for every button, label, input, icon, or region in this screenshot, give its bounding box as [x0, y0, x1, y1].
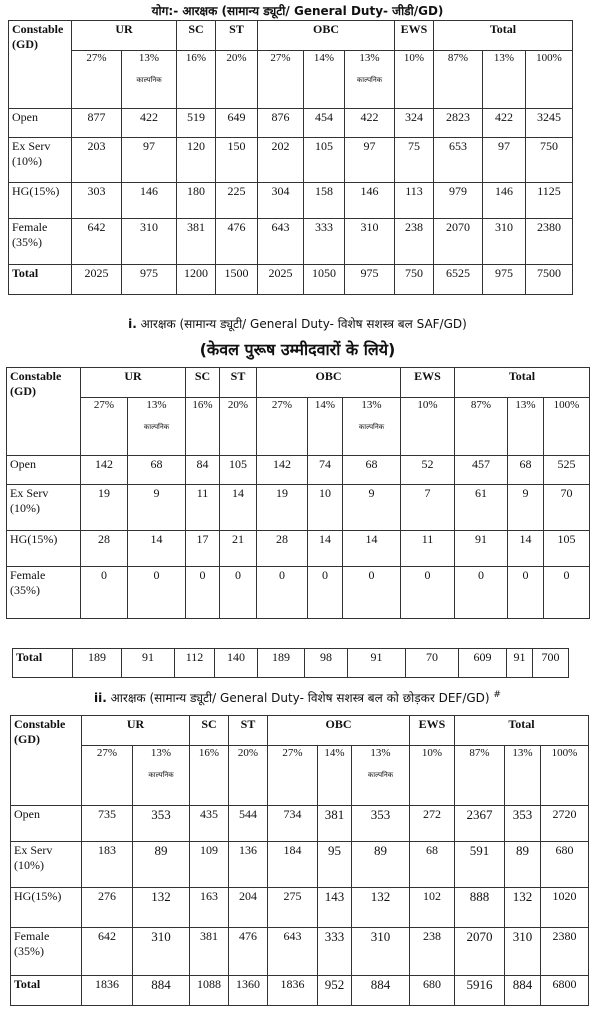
value-cell: 0 — [401, 567, 455, 619]
value-cell: 888 — [455, 888, 505, 928]
pct-cell: 16% — [177, 51, 216, 109]
value-cell: 91 — [507, 649, 533, 678]
value-cell: 68 — [343, 456, 401, 485]
value-cell: 89 — [133, 842, 190, 888]
value-cell: 52 — [401, 456, 455, 485]
group-sc: SC — [186, 368, 220, 398]
row-label: HG(15%) — [11, 888, 82, 928]
value-cell: 353 — [505, 806, 541, 842]
value-cell: 2823 — [434, 109, 483, 138]
row-header-label: Constable (GD) — [11, 716, 82, 806]
value-cell: 310 — [505, 928, 541, 976]
row-label: Ex Serv (10%) — [11, 842, 82, 888]
value-cell: 120 — [177, 138, 216, 183]
value-cell: 2070 — [455, 928, 505, 976]
value-cell: 734 — [268, 806, 318, 842]
value-cell: 136 — [229, 842, 268, 888]
group-ews: EWS — [395, 21, 434, 51]
value-cell: 203 — [72, 138, 122, 183]
value-cell: 353 — [352, 806, 410, 842]
value-cell: 6525 — [434, 265, 483, 295]
value-cell: 750 — [395, 265, 434, 295]
value-cell: 0 — [186, 567, 220, 619]
group-obc: OBC — [258, 21, 395, 51]
group-ur: UR — [82, 716, 190, 746]
value-cell: 422 — [122, 109, 177, 138]
value-cell: 9 — [508, 485, 544, 531]
value-cell: 877 — [72, 109, 122, 138]
value-cell: 353 — [133, 806, 190, 842]
pct-cell: 14% — [308, 398, 343, 456]
value-cell: 303 — [72, 183, 122, 219]
value-cell: 272 — [410, 806, 455, 842]
value-cell: 0 — [308, 567, 343, 619]
value-cell: 238 — [410, 928, 455, 976]
value-cell: 591 — [455, 842, 505, 888]
value-cell: 143 — [318, 888, 352, 928]
table-row — [7, 531, 590, 567]
value-cell: 132 — [133, 888, 190, 928]
row-label: Female (35%) — [11, 928, 82, 976]
value-cell: 0 — [220, 567, 257, 619]
table-row — [9, 183, 573, 219]
value-cell: 643 — [268, 928, 318, 976]
notional-label: काल्पनिक — [367, 771, 394, 779]
value-cell: 61 — [455, 485, 508, 531]
value-cell: 132 — [352, 888, 410, 928]
pct-cell: 13% काल्पनिक — [343, 398, 401, 456]
value-cell: 519 — [177, 109, 216, 138]
value-cell: 97 — [345, 138, 395, 183]
value-cell: 333 — [318, 928, 352, 976]
value-cell: 28 — [81, 531, 128, 567]
table-row — [9, 138, 573, 183]
value-cell: 1500 — [216, 265, 258, 295]
value-cell: 1088 — [190, 976, 229, 1006]
value-cell: 1360 — [229, 976, 268, 1006]
value-cell: 98 — [305, 649, 348, 678]
table-row — [11, 928, 589, 976]
value-cell: 381 — [177, 219, 216, 265]
row-label: Open — [7, 456, 81, 485]
value-cell: 142 — [81, 456, 128, 485]
value-cell: 146 — [483, 183, 526, 219]
pct-cell: 100% — [541, 746, 589, 806]
value-cell: 884 — [505, 976, 541, 1006]
value-cell: 2380 — [526, 219, 573, 265]
pct-cell: 20% — [216, 51, 258, 109]
value-cell: 476 — [216, 219, 258, 265]
value-cell: 105 — [220, 456, 257, 485]
value-cell: 680 — [541, 842, 589, 888]
def-table — [10, 715, 589, 1006]
group-ur: UR — [72, 21, 177, 51]
value-cell: 202 — [258, 138, 304, 183]
notional-label: काल्पनिक — [143, 423, 170, 431]
value-cell: 653 — [434, 138, 483, 183]
row-label: Open — [9, 109, 72, 138]
table-row — [11, 806, 589, 842]
value-cell: 14 — [508, 531, 544, 567]
group-total: Total — [434, 21, 573, 51]
pct-cell: 10% — [401, 398, 455, 456]
total-row — [9, 265, 573, 295]
value-cell: 649 — [216, 109, 258, 138]
value-cell: 183 — [82, 842, 133, 888]
pct-cell: 27% — [257, 398, 308, 456]
value-cell: 68 — [128, 456, 186, 485]
value-cell: 102 — [410, 888, 455, 928]
value-cell: 10 — [308, 485, 343, 531]
value-cell: 0 — [455, 567, 508, 619]
value-cell: 112 — [175, 649, 215, 678]
value-cell: 9 — [343, 485, 401, 531]
value-cell: 304 — [258, 183, 304, 219]
value-cell: 189 — [73, 649, 122, 678]
value-cell: 1836 — [82, 976, 133, 1006]
value-cell: 276 — [82, 888, 133, 928]
table-row — [9, 219, 573, 265]
pct-cell: 27% — [72, 51, 122, 109]
value-cell: 0 — [128, 567, 186, 619]
value-cell: 238 — [395, 219, 434, 265]
row-label: Female (35%) — [7, 567, 81, 619]
value-cell: 310 — [133, 928, 190, 976]
pct-cell: 13% काल्पनिक — [128, 398, 186, 456]
value-cell: 975 — [345, 265, 395, 295]
value-cell: 204 — [229, 888, 268, 928]
value-cell: 68 — [410, 842, 455, 888]
value-cell: 642 — [82, 928, 133, 976]
value-cell: 2367 — [455, 806, 505, 842]
value-cell: 2070 — [434, 219, 483, 265]
value-cell: 95 — [318, 842, 352, 888]
group-ews: EWS — [401, 368, 455, 398]
value-cell: 680 — [410, 976, 455, 1006]
table-row — [7, 485, 590, 531]
value-cell: 142 — [257, 456, 308, 485]
pct-cell: 87% — [455, 398, 508, 456]
value-cell: 184 — [268, 842, 318, 888]
group-st: ST — [220, 368, 257, 398]
group-sc: SC — [190, 716, 229, 746]
pct-cell: 27% — [81, 398, 128, 456]
value-cell: 979 — [434, 183, 483, 219]
value-cell: 6800 — [541, 976, 589, 1006]
value-cell: 163 — [190, 888, 229, 928]
value-cell: 146 — [345, 183, 395, 219]
pct-cell: 13% काल्पनिक — [133, 746, 190, 806]
value-cell: 0 — [508, 567, 544, 619]
value-cell: 476 — [229, 928, 268, 976]
total-row — [13, 649, 569, 678]
pct-cell: 100% — [544, 398, 590, 456]
value-cell: 74 — [308, 456, 343, 485]
notional-label: काल्पनिक — [136, 76, 162, 84]
value-cell: 89 — [352, 842, 410, 888]
value-cell: 70 — [406, 649, 459, 678]
value-cell: 21 — [220, 531, 257, 567]
value-cell: 150 — [216, 138, 258, 183]
row-label: Total — [9, 265, 72, 295]
value-cell: 0 — [257, 567, 308, 619]
value-cell: 2025 — [258, 265, 304, 295]
value-cell: 1200 — [177, 265, 216, 295]
value-cell: 0 — [343, 567, 401, 619]
row-label: Total — [13, 649, 73, 678]
row-label: Total — [11, 976, 82, 1006]
value-cell: 91 — [348, 649, 406, 678]
value-cell: 11 — [401, 531, 455, 567]
value-cell: 884 — [352, 976, 410, 1006]
pct-cell: 27% — [82, 746, 133, 806]
group-st: ST — [216, 21, 258, 51]
row-label: Ex Serv (10%) — [9, 138, 72, 183]
value-cell: 700 — [533, 649, 569, 678]
value-cell: 19 — [257, 485, 308, 531]
value-cell: 180 — [177, 183, 216, 219]
section-i-title: i. आरक्षक (सामान्य ड्यूटी/ General Duty- विशेष सशस्त्र बल SAF/GD) — [128, 317, 467, 331]
value-cell: 14 — [220, 485, 257, 531]
value-cell: 14 — [128, 531, 186, 567]
table-row — [11, 842, 589, 888]
group-sc: SC — [177, 21, 216, 51]
saf-table — [6, 367, 590, 619]
value-cell: 525 — [544, 456, 590, 485]
value-cell: 310 — [345, 219, 395, 265]
group-total: Total — [455, 716, 589, 746]
saf-total-table — [12, 648, 569, 678]
value-cell: 97 — [122, 138, 177, 183]
total-row — [11, 976, 589, 1006]
value-cell: 11 — [186, 485, 220, 531]
value-cell: 3245 — [526, 109, 573, 138]
pct-cell: 16% — [190, 746, 229, 806]
pct-cell: 13% — [505, 746, 541, 806]
pct-cell: 20% — [229, 746, 268, 806]
value-cell: 2025 — [72, 265, 122, 295]
value-cell: 381 — [190, 928, 229, 976]
value-cell: 544 — [229, 806, 268, 842]
value-cell: 109 — [190, 842, 229, 888]
value-cell: 91 — [455, 531, 508, 567]
table-row — [7, 456, 590, 485]
value-cell: 1125 — [526, 183, 573, 219]
pct-cell: 27% — [258, 51, 304, 109]
pct-cell: 20% — [220, 398, 257, 456]
value-cell: 884 — [133, 976, 190, 1006]
value-cell: 9 — [128, 485, 186, 531]
value-cell: 70 — [544, 485, 590, 531]
section-i-subtitle: (केवल पुरूष उम्मीदवारों के लिये) — [199, 340, 396, 359]
value-cell: 89 — [505, 842, 541, 888]
value-cell: 189 — [258, 649, 305, 678]
value-cell: 28 — [257, 531, 308, 567]
value-cell: 324 — [395, 109, 434, 138]
value-cell: 750 — [526, 138, 573, 183]
value-cell: 1020 — [541, 888, 589, 928]
pct-cell: 10% — [395, 51, 434, 109]
row-header-label: Constable (GD) — [7, 368, 81, 456]
row-label: Open — [11, 806, 82, 842]
value-cell: 310 — [352, 928, 410, 976]
value-cell: 975 — [122, 265, 177, 295]
group-total: Total — [455, 368, 590, 398]
value-cell: 422 — [345, 109, 395, 138]
value-cell: 225 — [216, 183, 258, 219]
section-ii-title: ii. आरक्षक (सामान्य ड्यूटी/ General Duty- विशेष सशस्त्र बल को छोड़कर DEF/GD) # — [94, 690, 501, 705]
value-cell: 735 — [82, 806, 133, 842]
value-cell: 2720 — [541, 806, 589, 842]
value-cell: 105 — [544, 531, 590, 567]
value-cell: 333 — [304, 219, 345, 265]
group-ews: EWS — [410, 716, 455, 746]
value-cell: 435 — [190, 806, 229, 842]
value-cell: 7500 — [526, 265, 573, 295]
value-cell: 975 — [483, 265, 526, 295]
value-cell: 132 — [505, 888, 541, 928]
summary-table — [8, 20, 573, 295]
pct-cell: 13% काल्पनिक — [345, 51, 395, 109]
value-cell: 1836 — [268, 976, 318, 1006]
pct-cell: 87% — [434, 51, 483, 109]
row-label: HG(15%) — [7, 531, 81, 567]
value-cell: 140 — [215, 649, 258, 678]
value-cell: 952 — [318, 976, 352, 1006]
value-cell: 457 — [455, 456, 508, 485]
value-cell: 84 — [186, 456, 220, 485]
row-label: Ex Serv (10%) — [7, 485, 81, 531]
value-cell: 0 — [544, 567, 590, 619]
notional-label: काल्पनिक — [356, 76, 383, 84]
table-row — [11, 888, 589, 928]
value-cell: 105 — [304, 138, 345, 183]
value-cell: 643 — [258, 219, 304, 265]
pct-cell: 14% — [318, 746, 352, 806]
value-cell: 158 — [304, 183, 345, 219]
value-cell: 876 — [258, 109, 304, 138]
pct-cell: 13% काल्पनिक — [122, 51, 177, 109]
value-cell: 310 — [483, 219, 526, 265]
value-cell: 14 — [308, 531, 343, 567]
value-cell: 1050 — [304, 265, 345, 295]
table-row — [7, 567, 590, 619]
value-cell: 2380 — [541, 928, 589, 976]
value-cell: 0 — [81, 567, 128, 619]
value-cell: 5916 — [455, 976, 505, 1006]
value-cell: 17 — [186, 531, 220, 567]
notional-label: काल्पनिक — [148, 771, 174, 779]
row-label: Female (35%) — [9, 219, 72, 265]
value-cell: 91 — [122, 649, 175, 678]
group-obc: OBC — [257, 368, 401, 398]
group-obc: OBC — [268, 716, 410, 746]
value-cell: 75 — [395, 138, 434, 183]
pct-cell: 10% — [410, 746, 455, 806]
row-header-label: Constable (GD) — [9, 21, 72, 109]
value-cell: 113 — [395, 183, 434, 219]
pct-cell: 14% — [304, 51, 345, 109]
group-ur: UR — [81, 368, 186, 398]
value-cell: 19 — [81, 485, 128, 531]
pct-cell: 13% — [508, 398, 544, 456]
value-cell: 14 — [343, 531, 401, 567]
pct-cell: 13% काल्पनिक — [352, 746, 410, 806]
pct-cell: 100% — [526, 51, 573, 109]
pct-cell: 13% — [483, 51, 526, 109]
value-cell: 609 — [459, 649, 507, 678]
value-cell: 422 — [483, 109, 526, 138]
pct-cell: 16% — [186, 398, 220, 456]
pct-cell: 87% — [455, 746, 505, 806]
value-cell: 68 — [508, 456, 544, 485]
value-cell: 381 — [318, 806, 352, 842]
value-cell: 642 — [72, 219, 122, 265]
value-cell: 275 — [268, 888, 318, 928]
value-cell: 146 — [122, 183, 177, 219]
summary-title: योग:- आरक्षक (सामान्य ड्यूटी/ General Duty- जीडी/GD) — [151, 4, 444, 18]
notional-label: काल्पनिक — [358, 423, 385, 431]
group-st: ST — [229, 716, 268, 746]
row-label: HG(15%) — [9, 183, 72, 219]
value-cell: 310 — [122, 219, 177, 265]
value-cell: 97 — [483, 138, 526, 183]
table-row — [9, 109, 573, 138]
value-cell: 454 — [304, 109, 345, 138]
pct-cell: 27% — [268, 746, 318, 806]
value-cell: 7 — [401, 485, 455, 531]
